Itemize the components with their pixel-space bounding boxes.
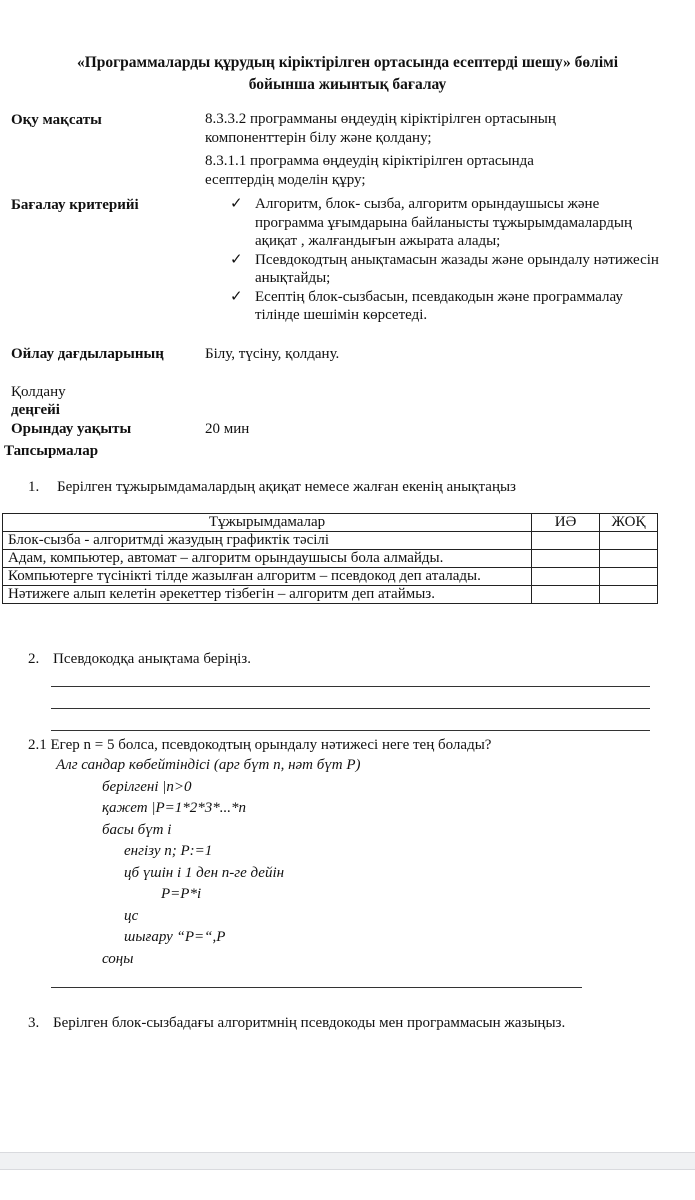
q3-number: 3. xyxy=(28,1015,40,1031)
answer-line[interactable] xyxy=(51,987,582,988)
no-cell[interactable] xyxy=(600,532,658,550)
skills-value: Білу, түсіну, қолдану. xyxy=(205,346,340,362)
column-header-statements: Тұжырымдамалар xyxy=(3,514,532,532)
no-cell[interactable] xyxy=(600,550,658,568)
statement-cell: Адам, компьютер, автомат – алгоритм орындаушысы бола алмайды. xyxy=(3,550,532,568)
goal-2-line-1: 8.3.1.1 программа өңдеудің кіріктірілген ортасында xyxy=(205,153,534,169)
code-line: басы бүт i xyxy=(102,822,172,838)
q1-number: 1. xyxy=(28,479,40,495)
code-line: шығару “P=“,P xyxy=(124,929,226,945)
checkmark-icon: ✓ xyxy=(230,288,243,305)
skills-label-line-2: Қолдану xyxy=(11,384,66,400)
q3-text: Берілген блок-сызбадағы алгоритмнің псевдокоды мен программасын жазыңыз. xyxy=(53,1015,566,1031)
code-line: соңы xyxy=(102,951,134,967)
table-row xyxy=(3,550,658,568)
code-line: цс xyxy=(124,908,139,924)
q2-number: 2. xyxy=(28,651,40,667)
statement-cell: Нәтижеге алып келетін әрекеттер тізбегін – алгоритм деп атаймыз. xyxy=(3,586,532,604)
code-line: қажет |P=1*2*3*...*n xyxy=(102,800,246,816)
column-header-no: ЖОҚ xyxy=(600,514,658,532)
criteria-label: Бағалау критерийі xyxy=(11,197,139,213)
table-row xyxy=(3,532,658,550)
q2-text: Псевдокодқа анықтама беріңіз. xyxy=(53,651,251,667)
code-line: P=P*i xyxy=(161,886,202,902)
yes-cell[interactable] xyxy=(532,586,600,604)
answer-line[interactable] xyxy=(51,730,650,731)
code-line: Алг сандар көбейтіндісі (арг бүт n, нәт бүт P) xyxy=(56,757,361,773)
q1-text: Берілген тұжырымдамалардың ақиқат немесе жалған екенің анықтаңыз xyxy=(57,479,516,495)
no-cell[interactable] xyxy=(600,586,658,604)
criteria-item: ✓ Есептің блок-сызбасын, псевдакодын және программалау тілінде шешімін көрсетеді. xyxy=(230,288,623,323)
goal-label: Оқу мақсаты xyxy=(11,112,102,128)
time-label: Орындау уақыты xyxy=(11,421,132,437)
yes-cell[interactable] xyxy=(532,532,600,550)
no-cell[interactable] xyxy=(600,568,658,586)
table-header-row xyxy=(3,514,658,532)
goal-text xyxy=(205,110,556,190)
tasks-heading: Тапсырмалар xyxy=(4,443,99,459)
q21-text: 2.1 Егер n = 5 болса, псевдокодтың орындалу нәтижесі неге тең болады? xyxy=(28,737,492,753)
yes-cell[interactable] xyxy=(532,568,600,586)
checkmark-icon: ✓ xyxy=(230,251,243,268)
skills-label-line-3: деңгейі xyxy=(11,402,60,418)
criteria-item: ✓ Алгоритм, блок- сызба, алгоритм орындаушысы және программа ұғымдарына байланысты тұжырымдамалардың ақиқат , жалғандығын ажырата алады; xyxy=(230,196,632,249)
goal-1-line-2: компоненттерін білу және қолдану; xyxy=(205,130,432,146)
statement-cell: Компьютерге түсінікті тілде жазылған алгоритм – псевдокод деп аталады. xyxy=(3,568,532,586)
criteria-list xyxy=(230,195,670,325)
viewer-bottom-bar xyxy=(0,1152,695,1170)
code-line: берілгені |n>0 xyxy=(102,779,192,795)
column-header-yes: ИӘ xyxy=(532,514,600,532)
answer-line[interactable] xyxy=(51,708,650,709)
page-title xyxy=(20,52,675,96)
title-line-2: бойынша жиынтық бағалау xyxy=(248,76,447,93)
statement-cell: Блок-сызба - алгоритмді жазудың графиктік тәсілі xyxy=(3,532,532,550)
code-line: енгізу n; P:=1 xyxy=(124,843,213,859)
title-line-1: «Программаларды құрудың кіріктірілген ортасында есептерді шешу» бөлімі xyxy=(76,54,619,71)
checkmark-icon: ✓ xyxy=(230,196,243,212)
time-value: 20 мин xyxy=(205,421,250,437)
yes-cell[interactable] xyxy=(532,550,600,568)
statements-table xyxy=(2,513,658,604)
table-row xyxy=(3,568,658,586)
skills-label-line-1: Ойлау дағдыларының xyxy=(11,346,164,362)
table-row xyxy=(3,586,658,604)
goal-1-line-1: 8.3.3.2 программаны өңдеудің кіріктірілген ортасының xyxy=(205,111,556,127)
code-line: цб үшін і 1 ден n-ге дейін xyxy=(124,865,285,881)
criteria-item: ✓ Псевдокодтың анықтамасын жазады және орындалу нәтижесін анықтайды; xyxy=(230,251,659,286)
answer-line[interactable] xyxy=(51,686,650,687)
goal-2-line-2: есептердің моделін құру; xyxy=(205,172,366,188)
